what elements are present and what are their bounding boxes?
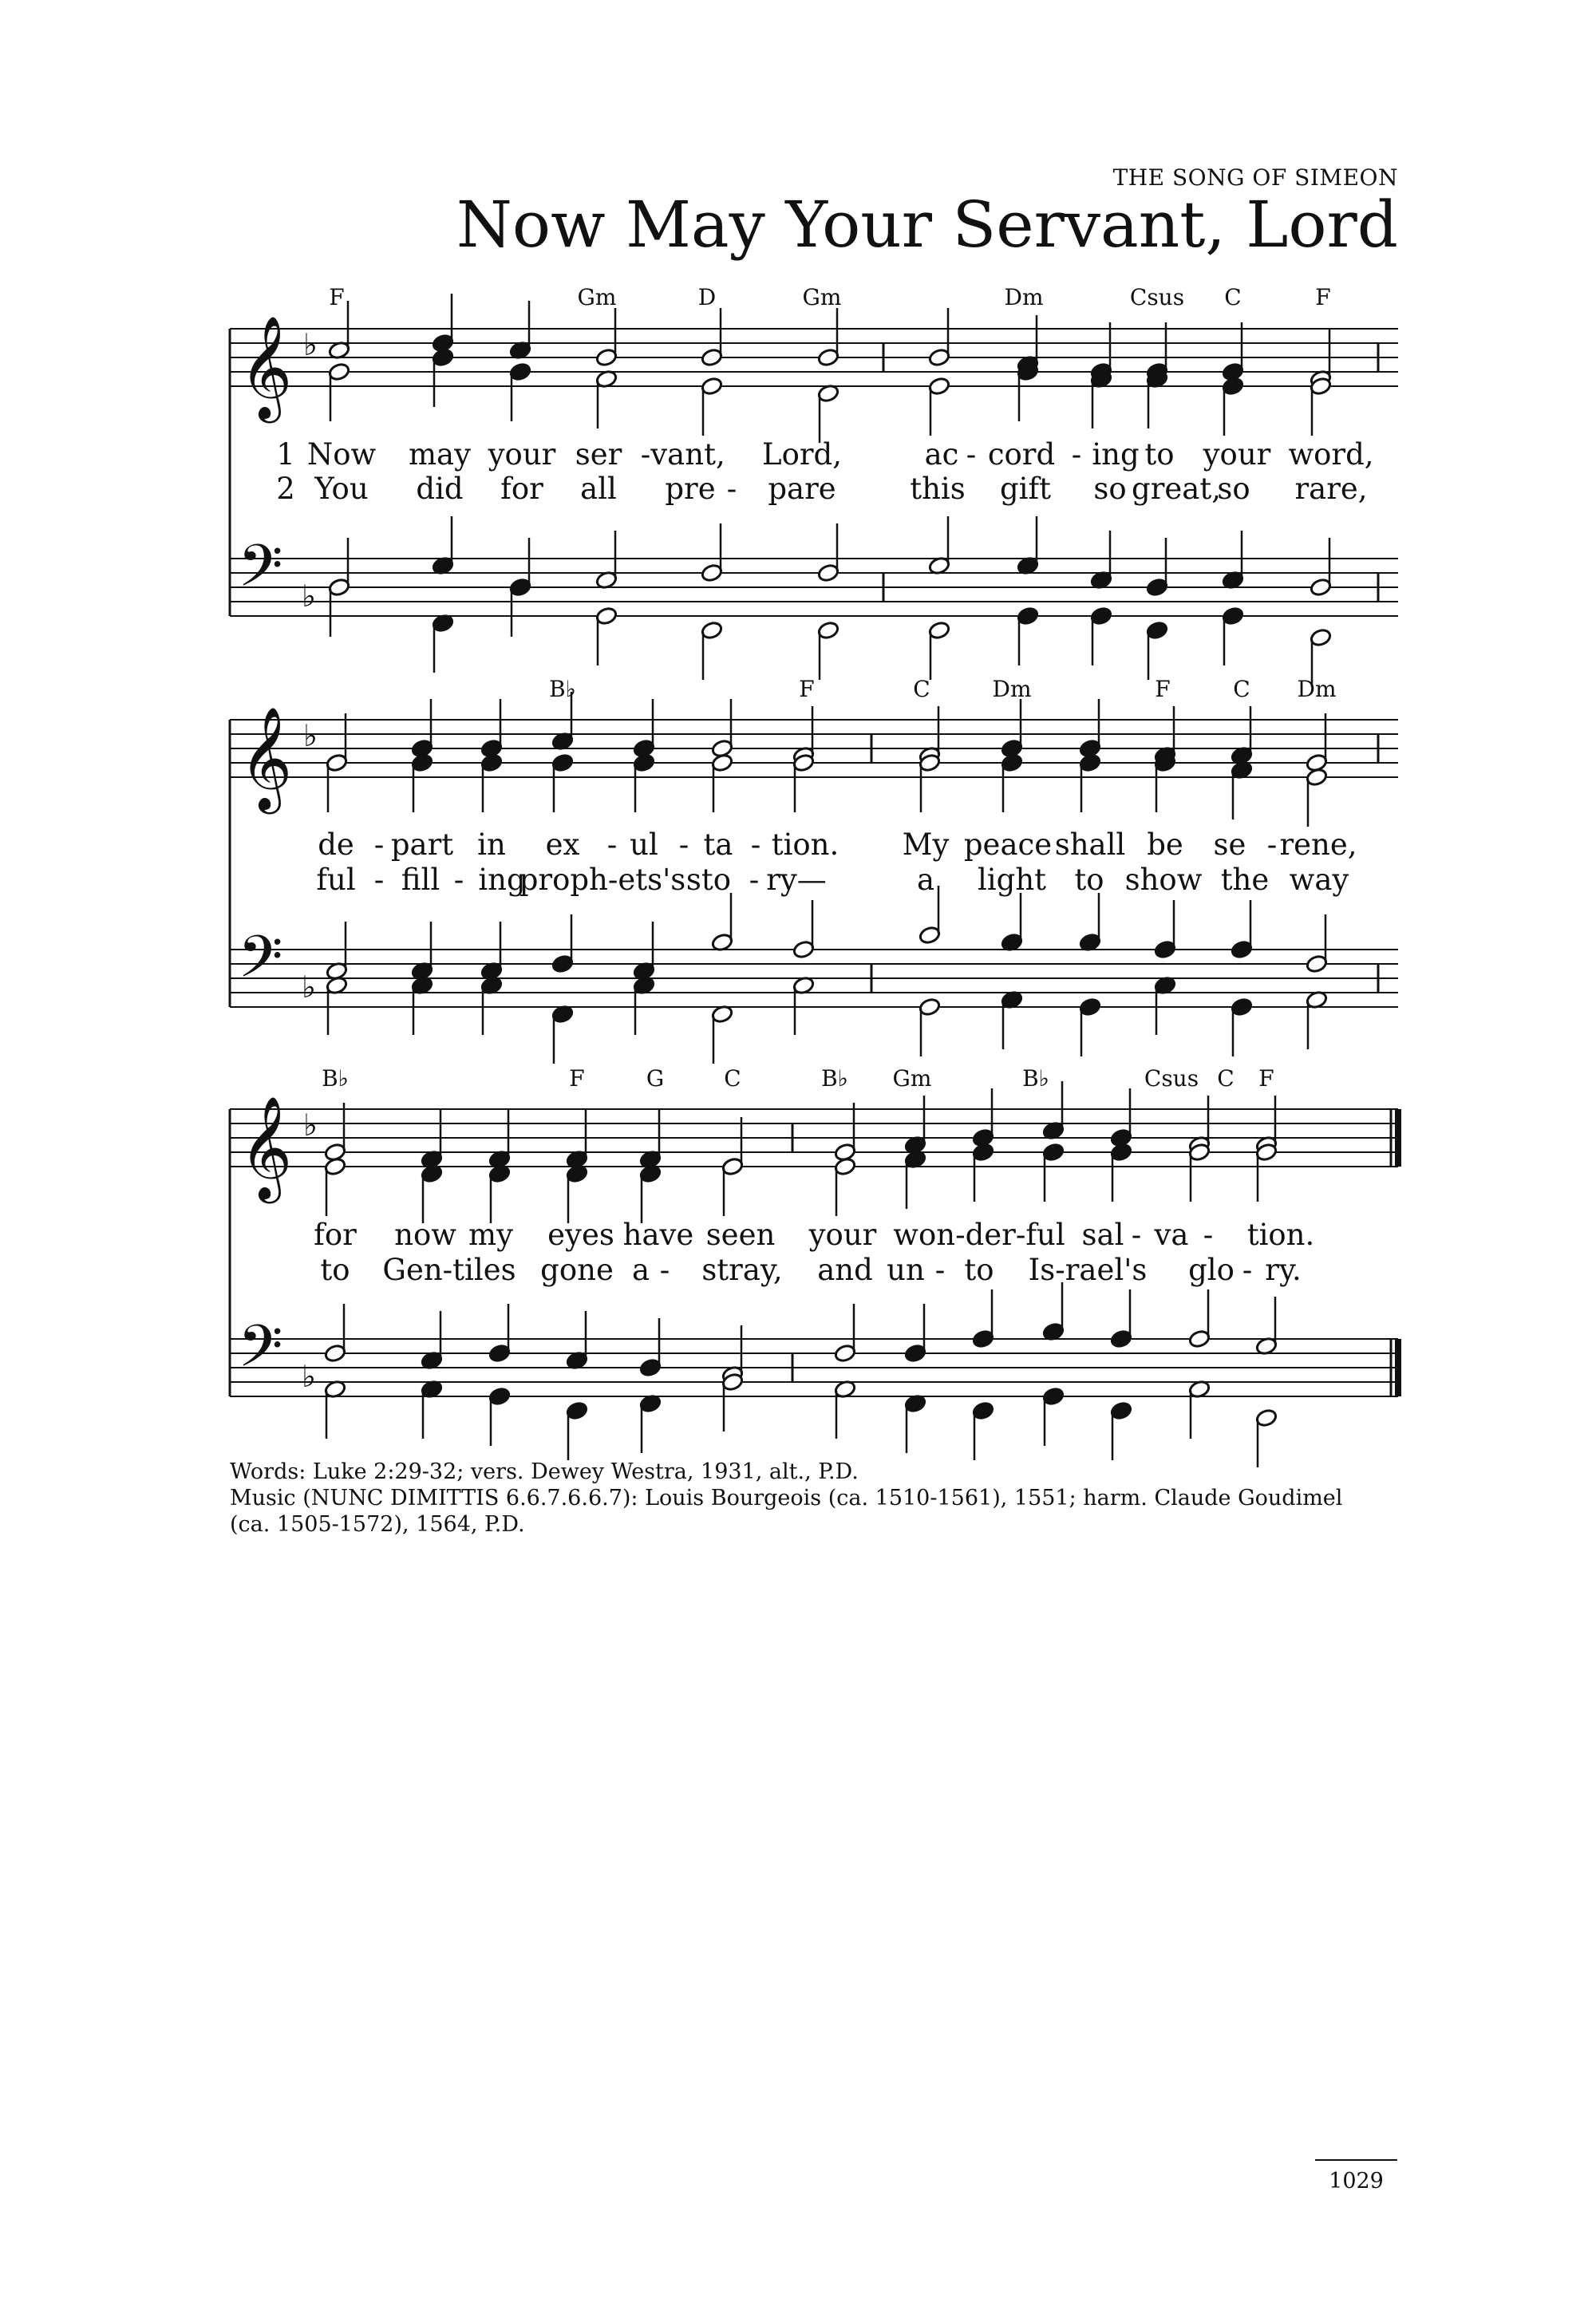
lyric-syllable: -	[934, 1253, 946, 1287]
lyric-syllable: tion.	[1246, 1218, 1315, 1252]
lyric-syllable: ry—	[766, 863, 827, 897]
hymn-subtitle: THE SONG OF SIMEON	[1112, 164, 1398, 191]
bass-note	[1188, 1380, 1211, 1439]
soprano-note	[324, 1103, 347, 1162]
lyric-syllable: for	[314, 1218, 357, 1252]
alto-note	[595, 369, 618, 428]
chord-symbol: Dm	[992, 676, 1032, 702]
alto-note	[1090, 369, 1113, 428]
alto-note	[1017, 362, 1040, 421]
lyric-syllable: 2	[276, 472, 295, 506]
bass-clef-icon: 𝄢	[238, 1312, 283, 1394]
alto-note	[817, 384, 840, 443]
lyric-syllable: glo	[1188, 1253, 1235, 1287]
bass-note	[421, 1380, 444, 1439]
bass-note	[1222, 606, 1245, 665]
soprano-note	[639, 1110, 662, 1169]
lyric-syllable: be	[1147, 827, 1183, 862]
soprano-note	[595, 308, 618, 367]
lyric-syllable: ta	[703, 827, 733, 862]
tenor-note	[639, 1318, 662, 1377]
tenor-note	[1017, 516, 1040, 575]
alto-note	[711, 753, 734, 812]
bass-note	[834, 1380, 857, 1439]
lyric-syllable: fill	[401, 863, 440, 897]
alto-note	[488, 1164, 512, 1223]
flat-key-signature-icon: ♭	[303, 327, 318, 362]
chord-symbol: F	[1315, 284, 1331, 310]
lyric-syllable: -	[750, 827, 761, 862]
alto-note	[421, 1164, 444, 1223]
soprano-note	[904, 1096, 927, 1155]
alto-note	[792, 753, 816, 812]
lyric-syllable: now	[394, 1218, 456, 1252]
tenor-note	[1231, 900, 1254, 959]
lyric-syllable: My	[902, 827, 950, 862]
lyric-syllable: your	[1203, 437, 1271, 472]
lyric-syllable: de	[318, 827, 354, 862]
alto-note	[1222, 377, 1245, 436]
chord-symbol: B♭	[549, 676, 576, 702]
bass-note	[326, 976, 349, 1035]
tenor-note	[432, 516, 455, 575]
music-credit: Music (NUNC DIMITTIS 6.6.7.6.6.7): Louis Bourgeois (ca. 1510-1561), 1551; harm. Claude Goudimel (ca. 1505-1572), 1564, P.D.	[230, 1486, 1343, 1537]
tenor-note	[834, 1304, 857, 1363]
bass-note	[1154, 976, 1177, 1035]
lyric-syllable: the	[1220, 863, 1270, 897]
lyric-syllable: rene,	[1279, 827, 1357, 862]
treble-clef-icon: 𝄞	[239, 706, 293, 810]
lyric-syllable: Now	[306, 437, 377, 472]
lyric-syllable: -	[1266, 827, 1278, 862]
alto-note	[411, 753, 434, 812]
bass-note	[639, 1394, 662, 1453]
bass-note	[817, 621, 840, 680]
alto-note	[1310, 377, 1333, 436]
bass-clef-icon: 𝄢	[238, 922, 283, 1005]
tenor-note	[1154, 900, 1177, 959]
lyric-syllable: did	[416, 472, 464, 506]
lyric-syllable: this	[910, 472, 966, 506]
lyric-syllable: to	[1144, 437, 1175, 472]
lyric-syllable: -	[640, 437, 651, 472]
bass-note	[904, 1394, 927, 1453]
bass-note	[551, 1005, 575, 1064]
lyric-syllable: in	[477, 827, 506, 862]
bass-note	[1042, 1387, 1065, 1446]
bass-note	[1146, 621, 1169, 680]
lyric-syllable: a	[916, 863, 935, 897]
tenor-note	[1306, 914, 1329, 973]
soprano-note	[509, 301, 532, 360]
bass-note	[633, 976, 656, 1035]
lyric-syllable: stray,	[701, 1253, 783, 1287]
lyric-syllable: sal	[1081, 1218, 1124, 1252]
lyric-syllable: -	[606, 827, 618, 862]
alto-note	[1001, 753, 1024, 812]
lyric-syllable: ful	[316, 863, 356, 897]
lyric-syllable: won-der-ful	[893, 1218, 1065, 1252]
lyric-syllable: tion.	[771, 827, 839, 862]
tenor-note	[595, 531, 618, 590]
flat-key-signature-icon: ♭	[302, 969, 316, 1005]
bass-staff	[230, 531, 1398, 616]
lyric-syllable: seen	[705, 1218, 776, 1252]
flat-key-signature-icon: ♭	[302, 1359, 316, 1394]
lyric-syllable: a	[631, 1253, 650, 1287]
lyric-syllable: to	[320, 1253, 350, 1287]
treble-clef-icon: 𝄞	[239, 315, 293, 419]
alto-note	[566, 1164, 589, 1223]
tenor-note	[1310, 538, 1333, 597]
lyric-syllable: may	[408, 437, 472, 472]
lyric-syllable: -	[659, 1253, 670, 1287]
lyric-syllable: ry.	[1265, 1253, 1302, 1287]
credits	[230, 1459, 1363, 1538]
tenor-note	[928, 516, 951, 575]
tenor-note	[480, 922, 504, 981]
alto-note	[326, 753, 349, 812]
chord-symbol: Gm	[802, 284, 842, 310]
alto-note	[1154, 753, 1177, 812]
lyric-syllable: and	[817, 1253, 873, 1287]
flat-key-signature-icon: ♭	[303, 1108, 318, 1143]
chord-symbol: B♭	[821, 1065, 848, 1092]
bass-note	[480, 976, 504, 1035]
lyric-syllable: Gen-tiles	[382, 1253, 516, 1287]
lyric-syllable: rare,	[1294, 472, 1368, 506]
lyric-syllable: show	[1124, 863, 1203, 897]
lyric-syllable: proph-ets's	[519, 863, 686, 897]
alto-note	[328, 362, 351, 421]
tenor-note	[566, 1311, 589, 1370]
alto-note	[639, 1164, 662, 1223]
lyric-syllable: your	[808, 1218, 877, 1252]
soprano-note	[711, 699, 734, 758]
lyric-syllable: ser	[575, 437, 622, 472]
bass-note	[1017, 606, 1040, 665]
lyric-syllable: 1	[276, 437, 295, 472]
soprano-note	[432, 294, 455, 353]
lyric-syllable: so	[1093, 472, 1127, 506]
chord-symbol: C	[724, 1065, 741, 1092]
bass-note	[711, 1005, 734, 1064]
lyric-syllable: -	[373, 827, 385, 862]
alto-note	[551, 753, 575, 812]
alto-note	[1255, 1143, 1278, 1202]
tenor-note	[792, 900, 816, 959]
lyric-syllable: so	[1217, 472, 1250, 506]
chord-symbol: C	[913, 676, 930, 702]
tenor-note	[1222, 531, 1245, 590]
lyric-syllable: ul	[630, 827, 658, 862]
tenor-note	[488, 1304, 512, 1363]
alto-note	[928, 377, 951, 436]
chord-symbol: Csus	[1144, 1065, 1199, 1092]
page-number-rule	[1315, 2159, 1397, 2161]
lyric-syllable: va	[1154, 1218, 1189, 1252]
soprano-note	[1079, 699, 1102, 758]
bass-clef-icon: 𝄢	[238, 531, 283, 614]
lyric-syllable: ex	[545, 827, 580, 862]
soprano-note	[701, 308, 724, 367]
bass-note	[701, 621, 724, 680]
lyric-syllable: word,	[1288, 437, 1374, 472]
lyric-syllable: -	[453, 863, 464, 897]
tenor-note	[972, 1289, 995, 1349]
bass-note	[1079, 997, 1102, 1056]
chord-symbol: C	[1233, 676, 1250, 702]
soprano-note	[1001, 699, 1024, 758]
lyric-syllable: You	[314, 472, 369, 506]
lyric-syllable: to	[1074, 863, 1104, 897]
tenor-note	[324, 1304, 347, 1363]
lyric-syllable: all	[580, 472, 617, 506]
hymn-title: Now May Your Servant, Lord	[456, 188, 1398, 262]
lyric-syllable: pre	[665, 472, 716, 506]
alto-note	[972, 1143, 995, 1202]
bass-note	[972, 1401, 995, 1460]
soprano-note	[817, 308, 840, 367]
tenor-note	[711, 893, 734, 952]
chord-symbol: B♭	[1022, 1065, 1049, 1092]
lyric-syllable: way	[1289, 863, 1349, 897]
bass-note	[324, 1380, 347, 1439]
chord-symbol: G	[646, 1065, 665, 1092]
bass-note	[928, 621, 951, 680]
bass-note	[1110, 1401, 1133, 1460]
soprano-note	[1231, 706, 1254, 765]
tenor-note	[701, 523, 724, 582]
treble-clef-icon: 𝄞	[239, 1096, 293, 1199]
alto-note	[1188, 1143, 1211, 1202]
page-number: 1029	[1329, 2169, 1384, 2194]
bass-note	[1306, 990, 1329, 1049]
tenor-note	[633, 922, 656, 981]
alto-note	[918, 753, 942, 812]
tenor-note	[326, 922, 349, 981]
lyric-syllable: gone	[540, 1253, 614, 1287]
lyric-syllable: shall	[1054, 827, 1126, 862]
lyric-syllable: Lord,	[762, 437, 842, 472]
soprano-note	[1306, 713, 1329, 772]
soprano-note	[421, 1110, 444, 1169]
tenor-note	[1001, 893, 1024, 952]
lyric-syllable: -	[1071, 437, 1082, 472]
tenor-note	[1110, 1289, 1133, 1349]
lyric-syllable: -	[749, 863, 760, 897]
tenor-note	[421, 1311, 444, 1370]
chord-symbol: C	[1224, 284, 1242, 310]
soprano-note	[928, 308, 951, 367]
lyric-syllable: -	[373, 863, 385, 897]
bass-staff	[230, 1312, 1398, 1396]
tenor-note	[817, 523, 840, 582]
soprano-note	[972, 1088, 995, 1147]
lyric-syllable: -	[966, 437, 977, 472]
soprano-note	[480, 699, 504, 758]
bass-note	[792, 976, 816, 1035]
lyric-syllable: un	[887, 1253, 925, 1287]
lyric-syllable: light	[977, 863, 1047, 897]
alto-note	[1146, 369, 1169, 428]
bass-staff	[230, 922, 1398, 1007]
chord-symbol: F	[799, 676, 815, 702]
lyric-syllable: -	[1203, 1218, 1214, 1252]
alto-note	[509, 362, 532, 421]
alto-note	[904, 1150, 927, 1209]
lyric-syllable: vant,	[650, 437, 725, 472]
lyric-syllable: your	[488, 437, 556, 472]
chord-symbol: Gm	[892, 1065, 932, 1092]
alto-note	[834, 1157, 857, 1216]
alto-note	[633, 753, 656, 812]
tenor-note	[551, 914, 575, 973]
soprano-note	[1222, 322, 1245, 381]
lyric-syllable: se	[1213, 827, 1246, 862]
lyric-syllable: peace	[963, 827, 1053, 862]
bass-note	[1090, 606, 1113, 665]
lyric-syllable: great,	[1132, 472, 1221, 506]
bass-note	[918, 997, 942, 1056]
lyric-syllable: -	[678, 827, 689, 862]
lyric-syllable: to	[964, 1253, 994, 1287]
tenor-note	[411, 922, 434, 981]
chord-symbol: Csus	[1129, 284, 1185, 310]
soprano-note	[834, 1103, 857, 1162]
chord-symbol: F	[329, 284, 345, 310]
lyric-syllable: pare	[768, 472, 836, 506]
flat-key-signature-icon: ♭	[302, 578, 316, 614]
alto-note	[1231, 760, 1254, 819]
soprano-note	[411, 699, 434, 758]
bass-note	[488, 1387, 512, 1446]
lyric-syllable: sto	[685, 863, 732, 897]
alto-note	[1110, 1143, 1133, 1202]
chord-symbol: Dm	[1297, 676, 1337, 702]
tenor-note	[1079, 893, 1102, 952]
chord-symbol: B♭	[322, 1065, 349, 1092]
alto-note	[432, 348, 455, 407]
bass-note	[509, 578, 532, 637]
lyric-syllable: eyes	[547, 1218, 614, 1252]
alto-note	[721, 1157, 745, 1216]
lyric-syllable: part	[390, 827, 454, 862]
alto-note	[1042, 1143, 1065, 1202]
bass-note	[566, 1401, 589, 1460]
lyric-syllable: gift	[999, 472, 1052, 506]
soprano-note	[488, 1110, 512, 1169]
lyric-syllable: -	[1242, 1253, 1253, 1287]
lyric-syllable: cord	[987, 437, 1056, 472]
tenor-note	[904, 1304, 927, 1363]
bass-note	[432, 614, 455, 673]
lyric-syllable: my	[468, 1218, 513, 1252]
chord-symbol: D	[697, 284, 717, 310]
lyric-syllable: have	[622, 1218, 694, 1252]
bass-note	[411, 976, 434, 1035]
soprano-note	[566, 1110, 589, 1169]
lyric-syllable: -	[1131, 1218, 1142, 1252]
bass-note	[595, 606, 618, 665]
flat-key-signature-icon: ♭	[303, 718, 318, 753]
words-credit: Words: Luke 2:29-32; vers. Dewey Westra, 1931, alt., P.D.	[230, 1459, 859, 1484]
chord-symbol: F	[569, 1065, 585, 1092]
tenor-note	[1042, 1282, 1065, 1341]
chord-symbol: F	[1155, 676, 1171, 702]
bass-note	[328, 578, 351, 637]
lyric-syllable: ing	[478, 863, 526, 897]
chord-symbol: Gm	[577, 284, 617, 310]
tenor-note	[1188, 1289, 1211, 1349]
lyric-syllable: Is-rael's	[1028, 1253, 1148, 1287]
lyric-syllable: -	[726, 472, 737, 506]
tenor-note	[1255, 1297, 1278, 1356]
alto-note	[480, 753, 504, 812]
alto-note	[701, 377, 724, 436]
alto-note	[324, 1157, 347, 1216]
treble-staff	[230, 315, 1398, 424]
chord-symbol: C	[1217, 1065, 1235, 1092]
chord-symbol: Dm	[1004, 284, 1044, 310]
lyric-syllable: ac	[924, 437, 959, 472]
tenor-note	[1146, 538, 1169, 597]
chord-symbol: F	[1258, 1065, 1274, 1092]
bass-note	[1001, 990, 1024, 1049]
treble-staff	[230, 1096, 1398, 1204]
soprano-note	[1110, 1088, 1133, 1147]
alto-note	[1306, 768, 1329, 827]
bass-note	[1231, 997, 1254, 1056]
tenor-note	[1090, 531, 1113, 590]
soprano-note	[633, 699, 656, 758]
lyric-syllable: for	[500, 472, 543, 506]
bass-note	[721, 1372, 745, 1431]
lyric-syllable: ing	[1092, 437, 1140, 472]
alto-note	[1079, 753, 1102, 812]
